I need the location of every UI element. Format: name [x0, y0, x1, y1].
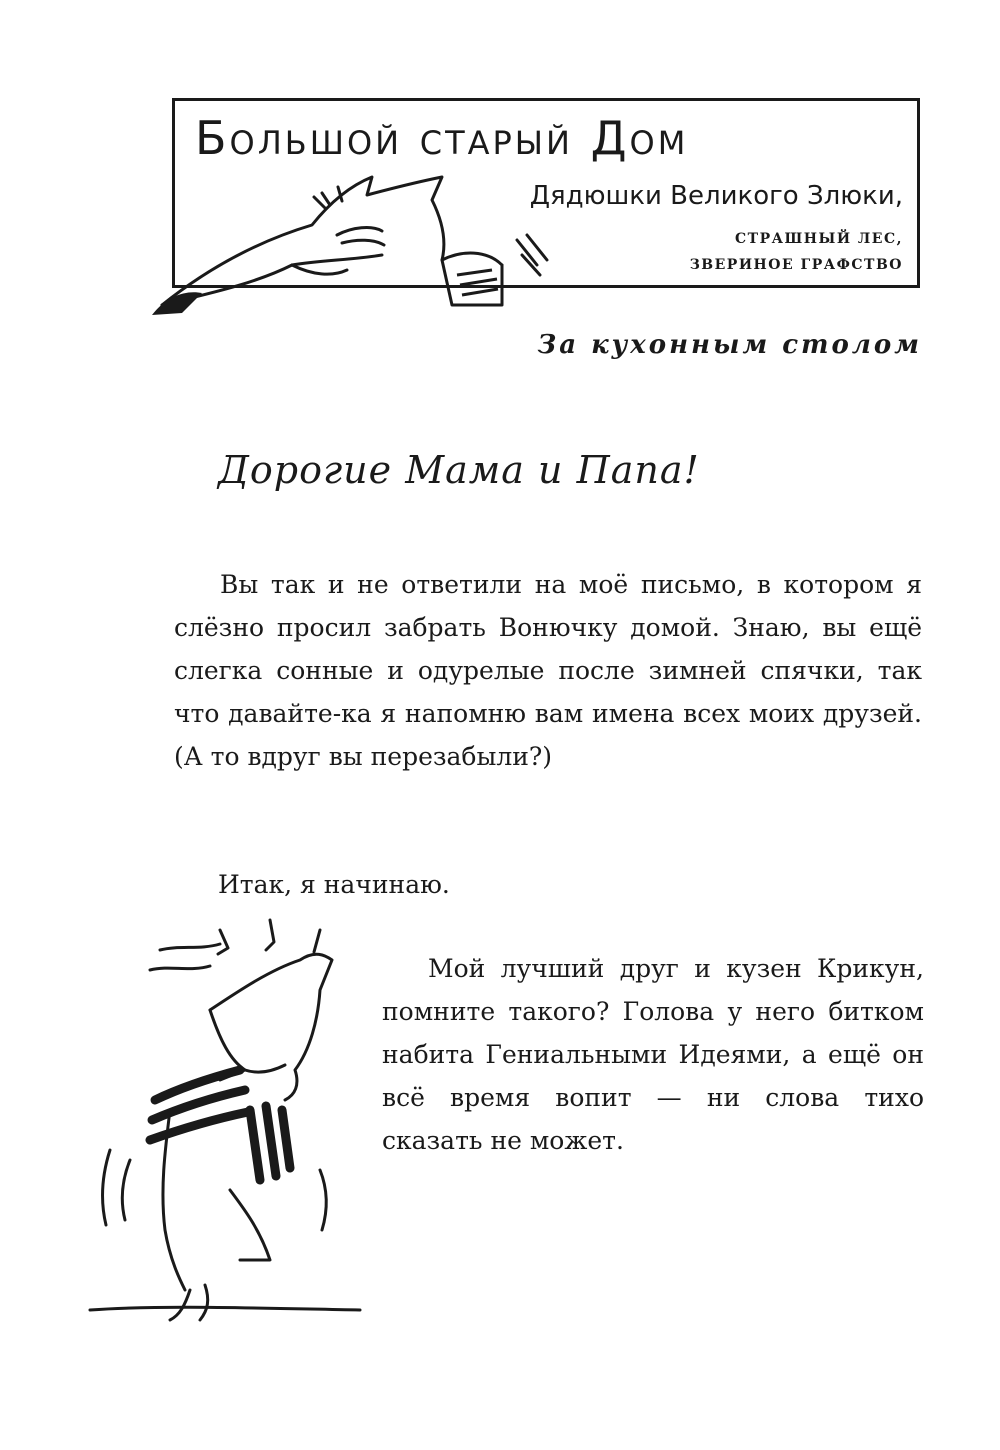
- letterhead-owner: Дядюшки Великого Злюки,: [529, 181, 903, 211]
- paragraph-2: Итак, я начинаю.: [218, 870, 450, 899]
- letterhead-place-line2: ЗВЕРИНОЕ ГРАФСТВО: [689, 257, 903, 273]
- wolf-head-illustration: [142, 165, 562, 325]
- letterhead-place-line1: СТРАШНЫЙ ЛЕС,: [735, 231, 903, 247]
- paragraph-1: Вы так и не ответили на моё письмо, в котором я слёзно просил забрать Вонючку домой. Знаю, вы ещё слегка сонные и одурелые после зимней спячки, так что давайте-ка я напомню вам имена всех моих друзей. (А то вдруг вы перезабыли?): [174, 570, 922, 771]
- letter-place: За кухонным столом: [537, 330, 922, 360]
- letter-salutation: Дорогие Мама и Папа!: [218, 448, 700, 492]
- paragraph-3: Мой лучший друг и кузен Крикун, помните такого? Голова у него битком набита Гениальными Идеями, а ещё он всё время вопит — ни слова тихо сказать не может.: [382, 954, 924, 1155]
- letterhead-title: Большой старый Дом: [195, 111, 689, 165]
- shouting-fox-cousin-illustration: [70, 910, 370, 1330]
